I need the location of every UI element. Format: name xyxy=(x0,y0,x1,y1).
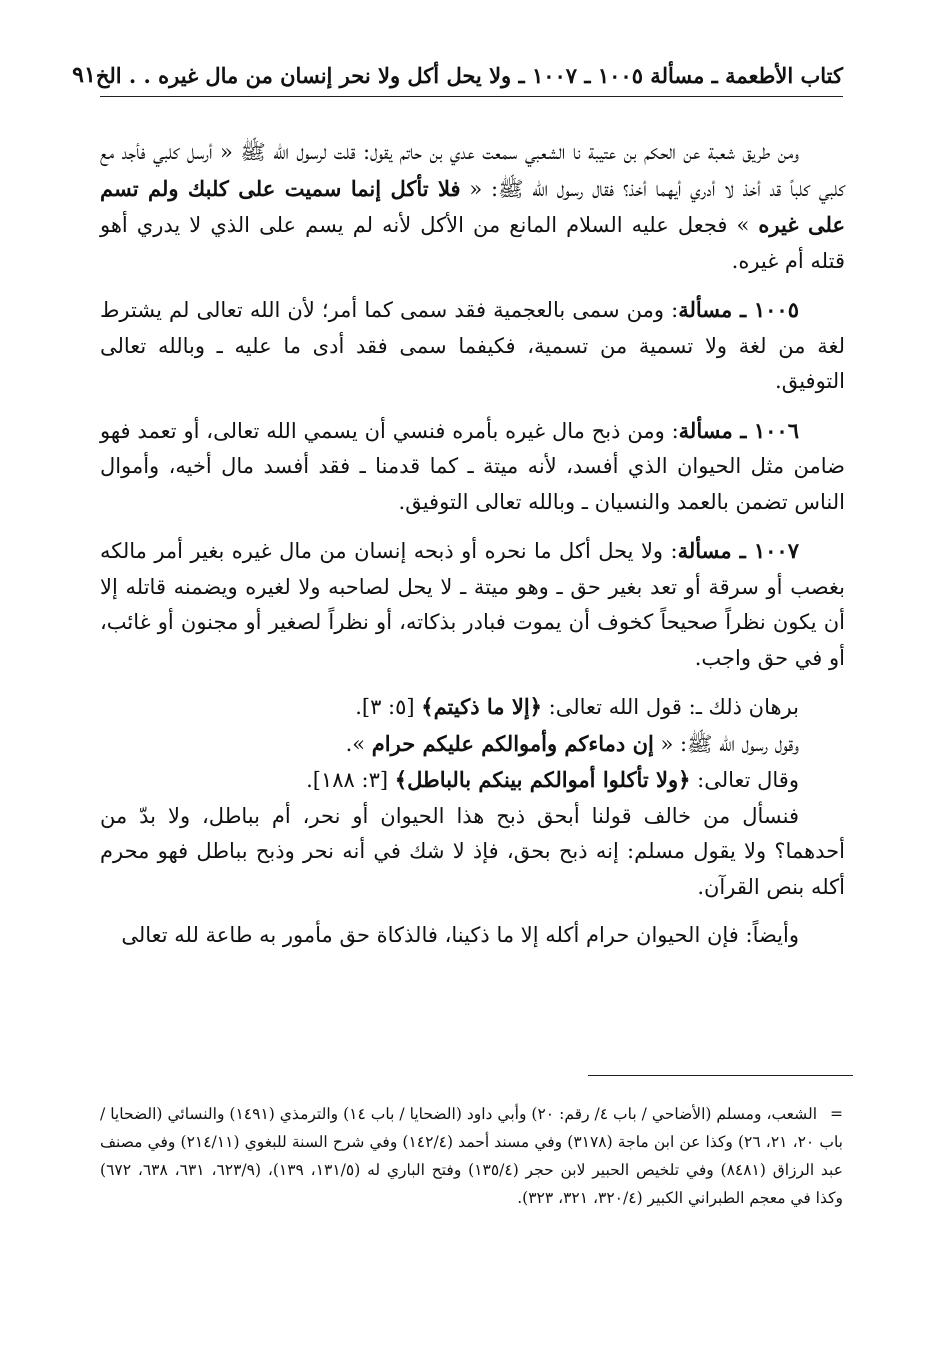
main-text xyxy=(100,135,845,954)
proof-intro: وقول رسول الله ﷺ: « xyxy=(660,731,799,756)
footnote-text: الشعب، ومسلم (الأضاحي / باب ٤/ رقم: ٢٠) وأبي داود (الضحايا / باب ١٤) والترمذي (١٤٩١) والنسائي (الضحايا / باب ٢٠، ٢١، ٢٦) وكذا عن ابن ماجة (٣١٧٨) وفي مسند أحمد (١٤٢/٤) وفي شرح السنة للبغوي (٢١٤/١١) وفي مصنف عبد الرزاق (٨٤٨١) وفي تلخيص الحبير لابن حجر (١٣٥/٤) وفتح الباري له (١٣١/٥، ١٣٩)، (٦٢٣/٩، ٦٣١، ٦٣٨، ٦٧٢) وكذا في معجم الطبراني الكبير (٣٢٠/٤، ٣٢١، ٣٢٣). xyxy=(100,1105,843,1207)
proof-intro: وقال تعالى: xyxy=(697,768,799,792)
issue-text: : ومن ذبح مال غيره بأمره فنسي أن يسمي الله تعالى، أو تعمد فهو ضامن مثل الحيوان الذي أفسد، لأنه ميتة ـ كما قدمنا ـ فقد أفسد مال أخيه، وأموال الناس تضمن بالعمد والنسيان ـ وبالله تعالى التوفيق. xyxy=(100,418,845,514)
verse-reference: [٥: ٣]. xyxy=(355,695,415,719)
issue-label: ١٠٠٦ ـ مسألة xyxy=(678,417,799,443)
issue-text: : ومن سمى بالعجمية فقد سمى كما أمر؛ لأن الله تعالى لم يشترط لغة من لغة ولا تسمية من تسمية، فكيفما سمى فقد أدى ما عليه ـ وبالله تعالى التوفيق. xyxy=(100,298,845,393)
issue-1007 xyxy=(100,533,845,676)
proof-line-2 xyxy=(100,726,845,763)
continuation-paragraph: وأيضاً: فإن الحيوان حرام أكله إلا ما ذكينا، فالذكاة حق مأمور به طاعة لله تعالى xyxy=(121,923,799,947)
running-header xyxy=(72,50,843,97)
paragraph-text: ومن طريق شعبة عن الحكم بن عتيبة نا الشعبي سمعت عدي بن حاتم يقول: قلت لرسول الله ﷺ « أرسل كلبي فأجد مع كلبي كلباً قد أخذ لا أدري أيهما أخذ؟ فقال رسول الله ﷺ: « xyxy=(100,140,846,201)
footnote-divider xyxy=(588,1075,853,1076)
paragraph-hadith-adi xyxy=(100,135,845,279)
issue-text: : ولا يحل أكل ما نحره أو ذبحه إنسان من مال غيره بغير أمر مالكه بغصب أو سرقة أو تعد بغير حق ـ وهو ميتة ـ لا يحل لصاحبه ولا لغيره ويضمنه قاتله إلا أن يكون نظراً صحيحاً كخوف أن يموت فبادر بذكاته، أو نظراً لصغير أو مجنون أو غائب، أو في حق واجب. xyxy=(100,539,845,670)
hadith-quote: إن دماءكم وأموالكم عليكم حرام xyxy=(371,730,654,756)
footnote xyxy=(100,1100,843,1212)
footnotes xyxy=(100,1100,843,1212)
hadith-quote: فلا تأكل إنما سميت على كلبك ولم تسم على غيره xyxy=(100,175,845,237)
verse-reference: [٣: ١٨٨]. xyxy=(306,768,389,792)
proof-line-1 xyxy=(100,689,845,726)
proof-intro: برهان ذلك ـ: قول الله تعالى: xyxy=(548,695,799,719)
issue-1006 xyxy=(100,413,845,521)
paragraph-text: » فجعل عليه السلام المانع من الأكل لأنه لم يسم على الذي لا يدري أهو قتله أم غيره. xyxy=(100,213,845,273)
issue-1005 xyxy=(100,292,845,400)
proof-line-3 xyxy=(100,762,845,799)
quran-verse: ﴿ولا تأكلوا أموالكم بينكم بالباطل﴾ xyxy=(394,767,691,792)
header-title: كتاب الأطعمة ـ مسألة ١٠٠٥ ـ ١٠٠٧ ـ ولا يحل أكل ولا نحر إنسان من مال غيره . . الخ xyxy=(95,63,843,88)
argument-paragraph: فنسأل من خالف قولنا أبحق ذبح هذا الحيوان أو نحر، أم بباطل، ولا بدّ من أحدهما؟ ولا يقول مسلم: إنه ذبح بحق، فإذ لا شك في أنه نحر وذبح بباطل فهو محرم أكله بنص القرآن. xyxy=(100,803,845,899)
issue-label: ١٠٠٥ ـ مسألة xyxy=(678,297,799,322)
issue-label: ١٠٠٧ ـ مسألة xyxy=(677,538,799,563)
page-number: ٩١ xyxy=(72,62,96,88)
footnote-continuation-mark: = xyxy=(830,1105,844,1123)
quote-close: ». xyxy=(345,731,366,756)
quran-verse: ﴿إلا ما ذكيتم﴾ xyxy=(421,694,542,719)
